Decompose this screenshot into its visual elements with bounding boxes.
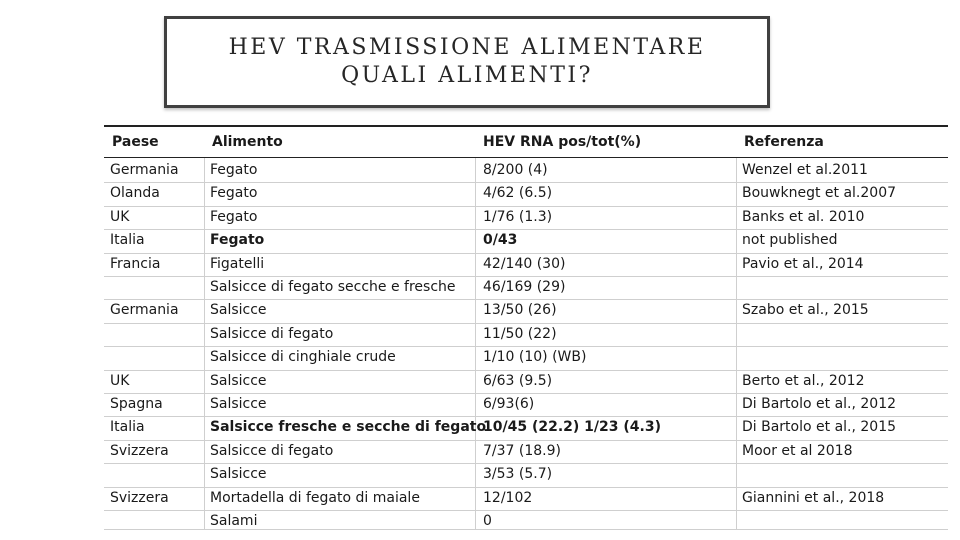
cell-referenza: Berto et al., 2012 — [742, 372, 865, 389]
row-divider — [104, 370, 948, 371]
slide-title-line-1: HEV TRASMISSIONE ALIMENTARE — [228, 35, 706, 60]
row-divider — [104, 463, 948, 464]
cell-paese: UK — [110, 372, 130, 389]
data-table — [104, 125, 948, 530]
cell-alimento: Fegato — [210, 162, 258, 178]
cell-alimento: Salsicce — [210, 372, 267, 389]
cell-referenza: Giannini et al., 2018 — [742, 489, 885, 506]
cell-alimento: Salsicce di fegato — [210, 442, 334, 459]
row-divider — [104, 299, 948, 300]
cell-paese: Germania — [110, 162, 179, 178]
cell-alimento: Fegato — [210, 232, 265, 249]
row-divider — [104, 206, 948, 207]
row-divider — [104, 440, 948, 441]
row-divider — [104, 346, 948, 347]
cell-hev: 42/140 (30) — [483, 255, 566, 272]
cell-alimento: Salsicce — [210, 302, 267, 319]
cell-paese: UK — [110, 208, 130, 225]
cell-alimento: Salsicce — [210, 396, 267, 412]
row-divider — [104, 276, 948, 277]
cell-referenza: Bouwknegt et al.2007 — [742, 185, 897, 202]
cell-alimento: Salami — [210, 513, 258, 529]
cell-paese: Italia — [110, 419, 145, 436]
cell-paese: Italia — [110, 232, 145, 249]
cell-hev: 13/50 (26) — [483, 302, 557, 319]
row-divider — [104, 323, 948, 324]
cell-referenza: Wenzel et al.2011 — [742, 162, 868, 178]
row-divider — [104, 253, 948, 254]
cell-hev: 8/200 (4) — [483, 162, 548, 178]
row-divider — [104, 229, 948, 230]
cell-referenza: not published — [742, 232, 838, 249]
cell-alimento: Salsicce di cinghiale crude — [210, 349, 396, 366]
row-divider — [104, 487, 948, 488]
header-paese: Paese — [112, 134, 159, 150]
cell-paese: Francia — [110, 255, 161, 272]
cell-hev: 4/62 (6.5) — [483, 185, 553, 202]
slide-title-line-2: QUALI ALIMENTI? — [341, 63, 593, 88]
cell-hev: 6/93(6) — [483, 396, 535, 412]
cell-hev: 1/10 (10) (WB) — [483, 349, 587, 366]
cell-paese: Svizzera — [110, 442, 169, 459]
cell-paese: Germania — [110, 302, 179, 319]
cell-alimento: Mortadella di fegato di maiale — [210, 489, 420, 506]
cell-paese: Olanda — [110, 185, 160, 202]
cell-alimento: Salsicce — [210, 466, 267, 483]
cell-hev: 12/102 — [483, 489, 533, 506]
cell-hev: 1/76 (1.3) — [483, 208, 553, 225]
row-divider — [104, 416, 948, 417]
row-divider — [104, 510, 948, 511]
row-divider — [104, 393, 948, 394]
cell-alimento: Fegato — [210, 208, 258, 225]
cell-referenza: Pavio et al., 2014 — [742, 255, 864, 272]
cell-hev: 6/63 (9.5) — [483, 372, 553, 389]
cell-alimento: Salsicce di fegato secche e fresche — [210, 279, 456, 295]
cell-referenza: Di Bartolo et al., 2012 — [742, 396, 897, 412]
cell-referenza: Szabo et al., 2015 — [742, 302, 869, 319]
cell-hev: 0 — [483, 513, 492, 529]
cell-hev: 11/50 (22) — [483, 325, 557, 342]
header-hev: HEV RNA pos/tot(%) — [483, 134, 642, 150]
slide-title-box — [164, 16, 770, 108]
cell-hev: 10/45 (22.2) 1/23 (4.3) — [483, 419, 661, 436]
header-alimento: Alimento — [212, 134, 283, 150]
column-divider — [475, 158, 476, 530]
row-divider — [104, 182, 948, 183]
cell-referenza: Banks et al. 2010 — [742, 208, 865, 225]
cell-referenza: Moor et al 2018 — [742, 442, 853, 459]
cell-hev: 7/37 (18.9) — [483, 442, 561, 459]
table-header — [104, 127, 948, 158]
cell-hev: 3/53 (5.7) — [483, 466, 553, 483]
column-divider — [204, 158, 205, 530]
cell-paese: Spagna — [110, 396, 163, 412]
cell-hev: 0/43 — [483, 232, 518, 249]
cell-alimento: Salsicce fresche e secche di fegato — [210, 419, 487, 436]
table-body — [104, 158, 948, 530]
cell-hev: 46/169 (29) — [483, 279, 566, 295]
header-referenza: Referenza — [744, 134, 824, 150]
cell-alimento: Figatelli — [210, 255, 265, 272]
column-divider — [736, 158, 737, 530]
cell-referenza: Di Bartolo et al., 2015 — [742, 419, 897, 436]
cell-alimento: Fegato — [210, 185, 258, 202]
cell-alimento: Salsicce di fegato — [210, 325, 334, 342]
cell-paese: Svizzera — [110, 489, 169, 506]
